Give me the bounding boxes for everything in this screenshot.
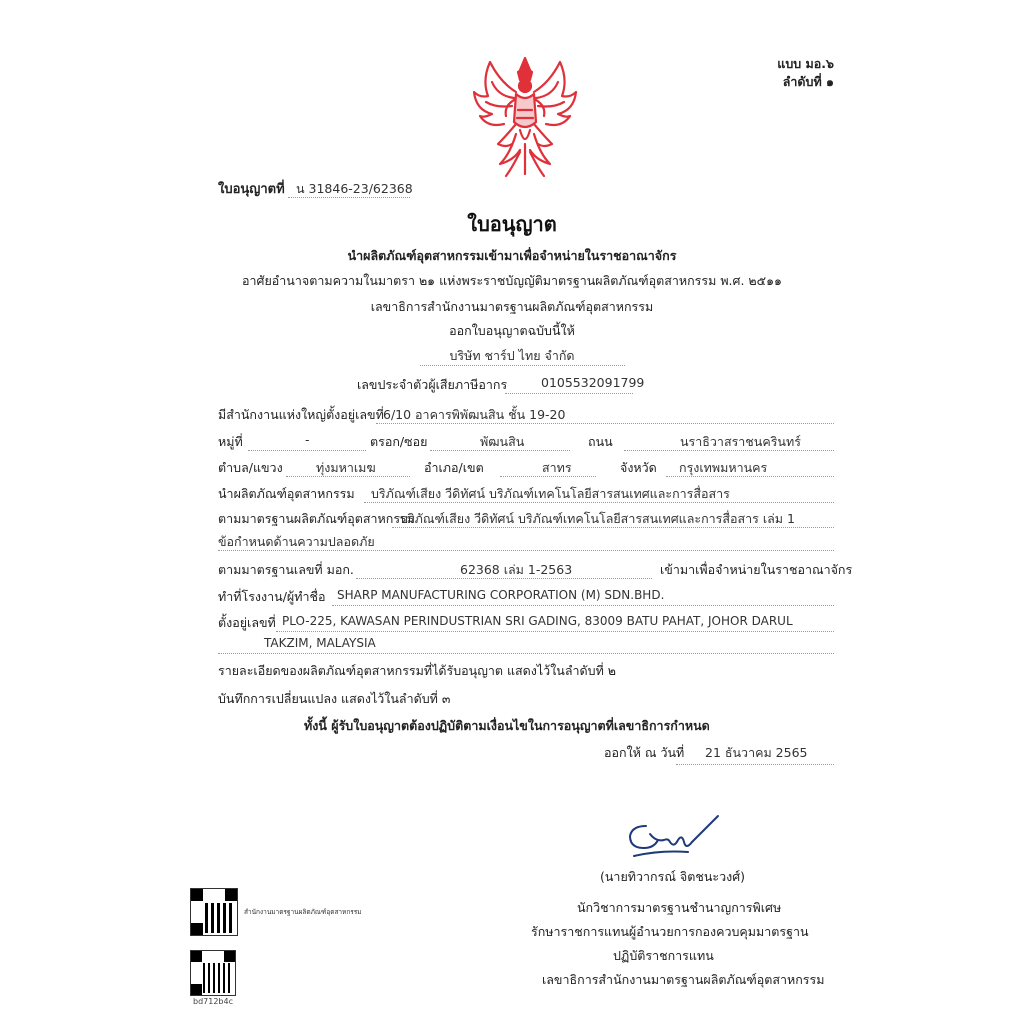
office-value: 6/10 อาคารพิพัฒนสิน ชั้น 19-20 (383, 407, 566, 422)
product-label: นำผลิตภัณฑ์อุตสาหกรรม (218, 486, 355, 501)
changes-note: บันทึกการเปลี่ยนแปลง แสดงไว้ในลำดับที่ ๓ (218, 691, 451, 706)
license-number-value: น 31846-23/62368 (296, 181, 413, 196)
qr-code-icon (190, 888, 238, 936)
condition-note: ทั้งนี้ ผู้รับใบอนุญาตต้องปฏิบัติตามเงื่อนไขในการอนุญาตที่เลขาธิการกำหนด (304, 718, 710, 733)
issue-to-line: ออกใบอนุญาตฉบับนี้ให้ (449, 323, 575, 338)
signatory-name: (นายทิวากรณ์ จิตชนะวงศ์) (600, 869, 746, 884)
issue-date-label: ออกให้ ณ วันที่ (604, 745, 685, 760)
authority-line: อาศัยอำนาจตามความในมาตรา ๒๑ แห่งพระราชบัญญัติมาตรฐานผลิตภัณฑ์อุตสาหกรรม พ.ศ. ๒๕๑๑ (242, 273, 782, 288)
moo-label: หมู่ที่ (218, 434, 243, 449)
province-value: กรุงเทพมหานคร (679, 460, 768, 475)
signatory-title-3: ปฏิบัติราชการแทน (613, 948, 714, 963)
qr-code-icon (190, 950, 236, 996)
factory-label: ทำที่โรงงาน/ผู้ทำชื่อ (218, 589, 326, 604)
sequence-number: ลำดับที่ ๑ (782, 74, 834, 89)
amphoe-label: อำเภอ/เขต (424, 460, 484, 475)
factory-value: SHARP MANUFACTURING CORPORATION (M) SDN.BHD. (337, 588, 665, 602)
signature-icon (620, 812, 730, 864)
tambon-value: ทุ่งมหาเมฆ (316, 460, 376, 475)
tax-id-value: 0105532091799 (541, 375, 645, 390)
license-number-label: ใบอนุญาตที่ (218, 182, 285, 197)
document-subtitle: นำผลิตภัณฑ์อุตสาหกรรมเข้ามาเพื่อจำหน่ายในราชอาณาจักร (347, 248, 677, 263)
document-title: ใบอนุญาต (467, 212, 557, 236)
standard-value-continued: ข้อกำหนดด้านความปลอดภัย (218, 534, 375, 549)
signatory-title-1: นักวิชาการมาตรฐานชำนาญการพิเศษ (577, 900, 782, 915)
form-code: แบบ มอ.๖ (777, 56, 834, 71)
tambon-label: ตำบล/แขวง (218, 460, 283, 475)
location-label: ตั้งอยู่เลขที่ (218, 615, 276, 630)
footer-agency: สำนักงานมาตรฐานผลิตภัณฑ์อุตสาหกรรม (244, 908, 362, 916)
amphoe-value: สาทร (542, 460, 572, 475)
moo-value: - (305, 432, 310, 447)
location-value-line1: PLO-225, KAWASAN PERINDUSTRIAN SRI GADING, 83009 BATU PAHAT, JOHOR DARUL (282, 614, 793, 628)
tis-number-value: 62368 เล่ม 1-2563 (460, 562, 573, 577)
tis-number-suffix: เข้ามาเพื่อจำหน่ายในราชอาณาจักร (660, 562, 853, 577)
secretary-line: เลขาธิการสำนักงานมาตรฐานผลิตภัณฑ์อุตสาหกรรม (370, 299, 654, 314)
province-label: จังหวัด (620, 460, 657, 475)
location-value-line2: TAKZIM, MALAYSIA (264, 636, 376, 650)
soi-label: ตรอก/ซอย (370, 434, 428, 449)
tax-id-label: เลขประจำตัวผู้เสียภาษีอากร (357, 377, 508, 392)
soi-value: พัฒนสิน (480, 434, 525, 449)
details-note: รายละเอียดของผลิตภัณฑ์อุตสาหกรรมที่ได้รับอนุญาต แสดงไว้ในลำดับที่ ๒ (218, 663, 617, 678)
standard-value: บริภัณฑ์เสียง วีดิทัศน์ บริภัณฑ์เทคโนโลยีสารสนเทศและการสื่อสาร เล่ม 1 (400, 511, 795, 526)
signatory-title-2: รักษาราชการแทนผู้อำนวยการกองควบคุมมาตรฐาน (531, 924, 809, 939)
signatory-title-4: เลขาธิการสำนักงานมาตรฐานผลิตภัณฑ์อุตสาหกรรม (542, 972, 825, 987)
tis-number-label: ตามมาตรฐานเลขที่ มอก. (218, 562, 354, 577)
garuda-emblem-icon (470, 52, 580, 182)
issue-date-value: 21 ธันวาคม 2565 (705, 745, 808, 760)
road-label: ถนน (588, 434, 613, 449)
road-value: นราธิวาสราชนครินทร์ (680, 434, 801, 449)
product-value: บริภัณฑ์เสียง วีดิทัศน์ บริภัณฑ์เทคโนโลยีสารสนเทศและการสื่อสาร (371, 486, 730, 501)
footer-code: bd712b4c (193, 997, 233, 1006)
standard-label: ตามมาตรฐานผลิตภัณฑ์อุตสาหกรรม (218, 511, 415, 526)
company-name: บริษัท ชาร์ป ไทย จำกัด (449, 348, 575, 363)
office-label: มีสำนักงานแห่งใหญ่ตั้งอยู่เลขที่ (218, 407, 384, 422)
